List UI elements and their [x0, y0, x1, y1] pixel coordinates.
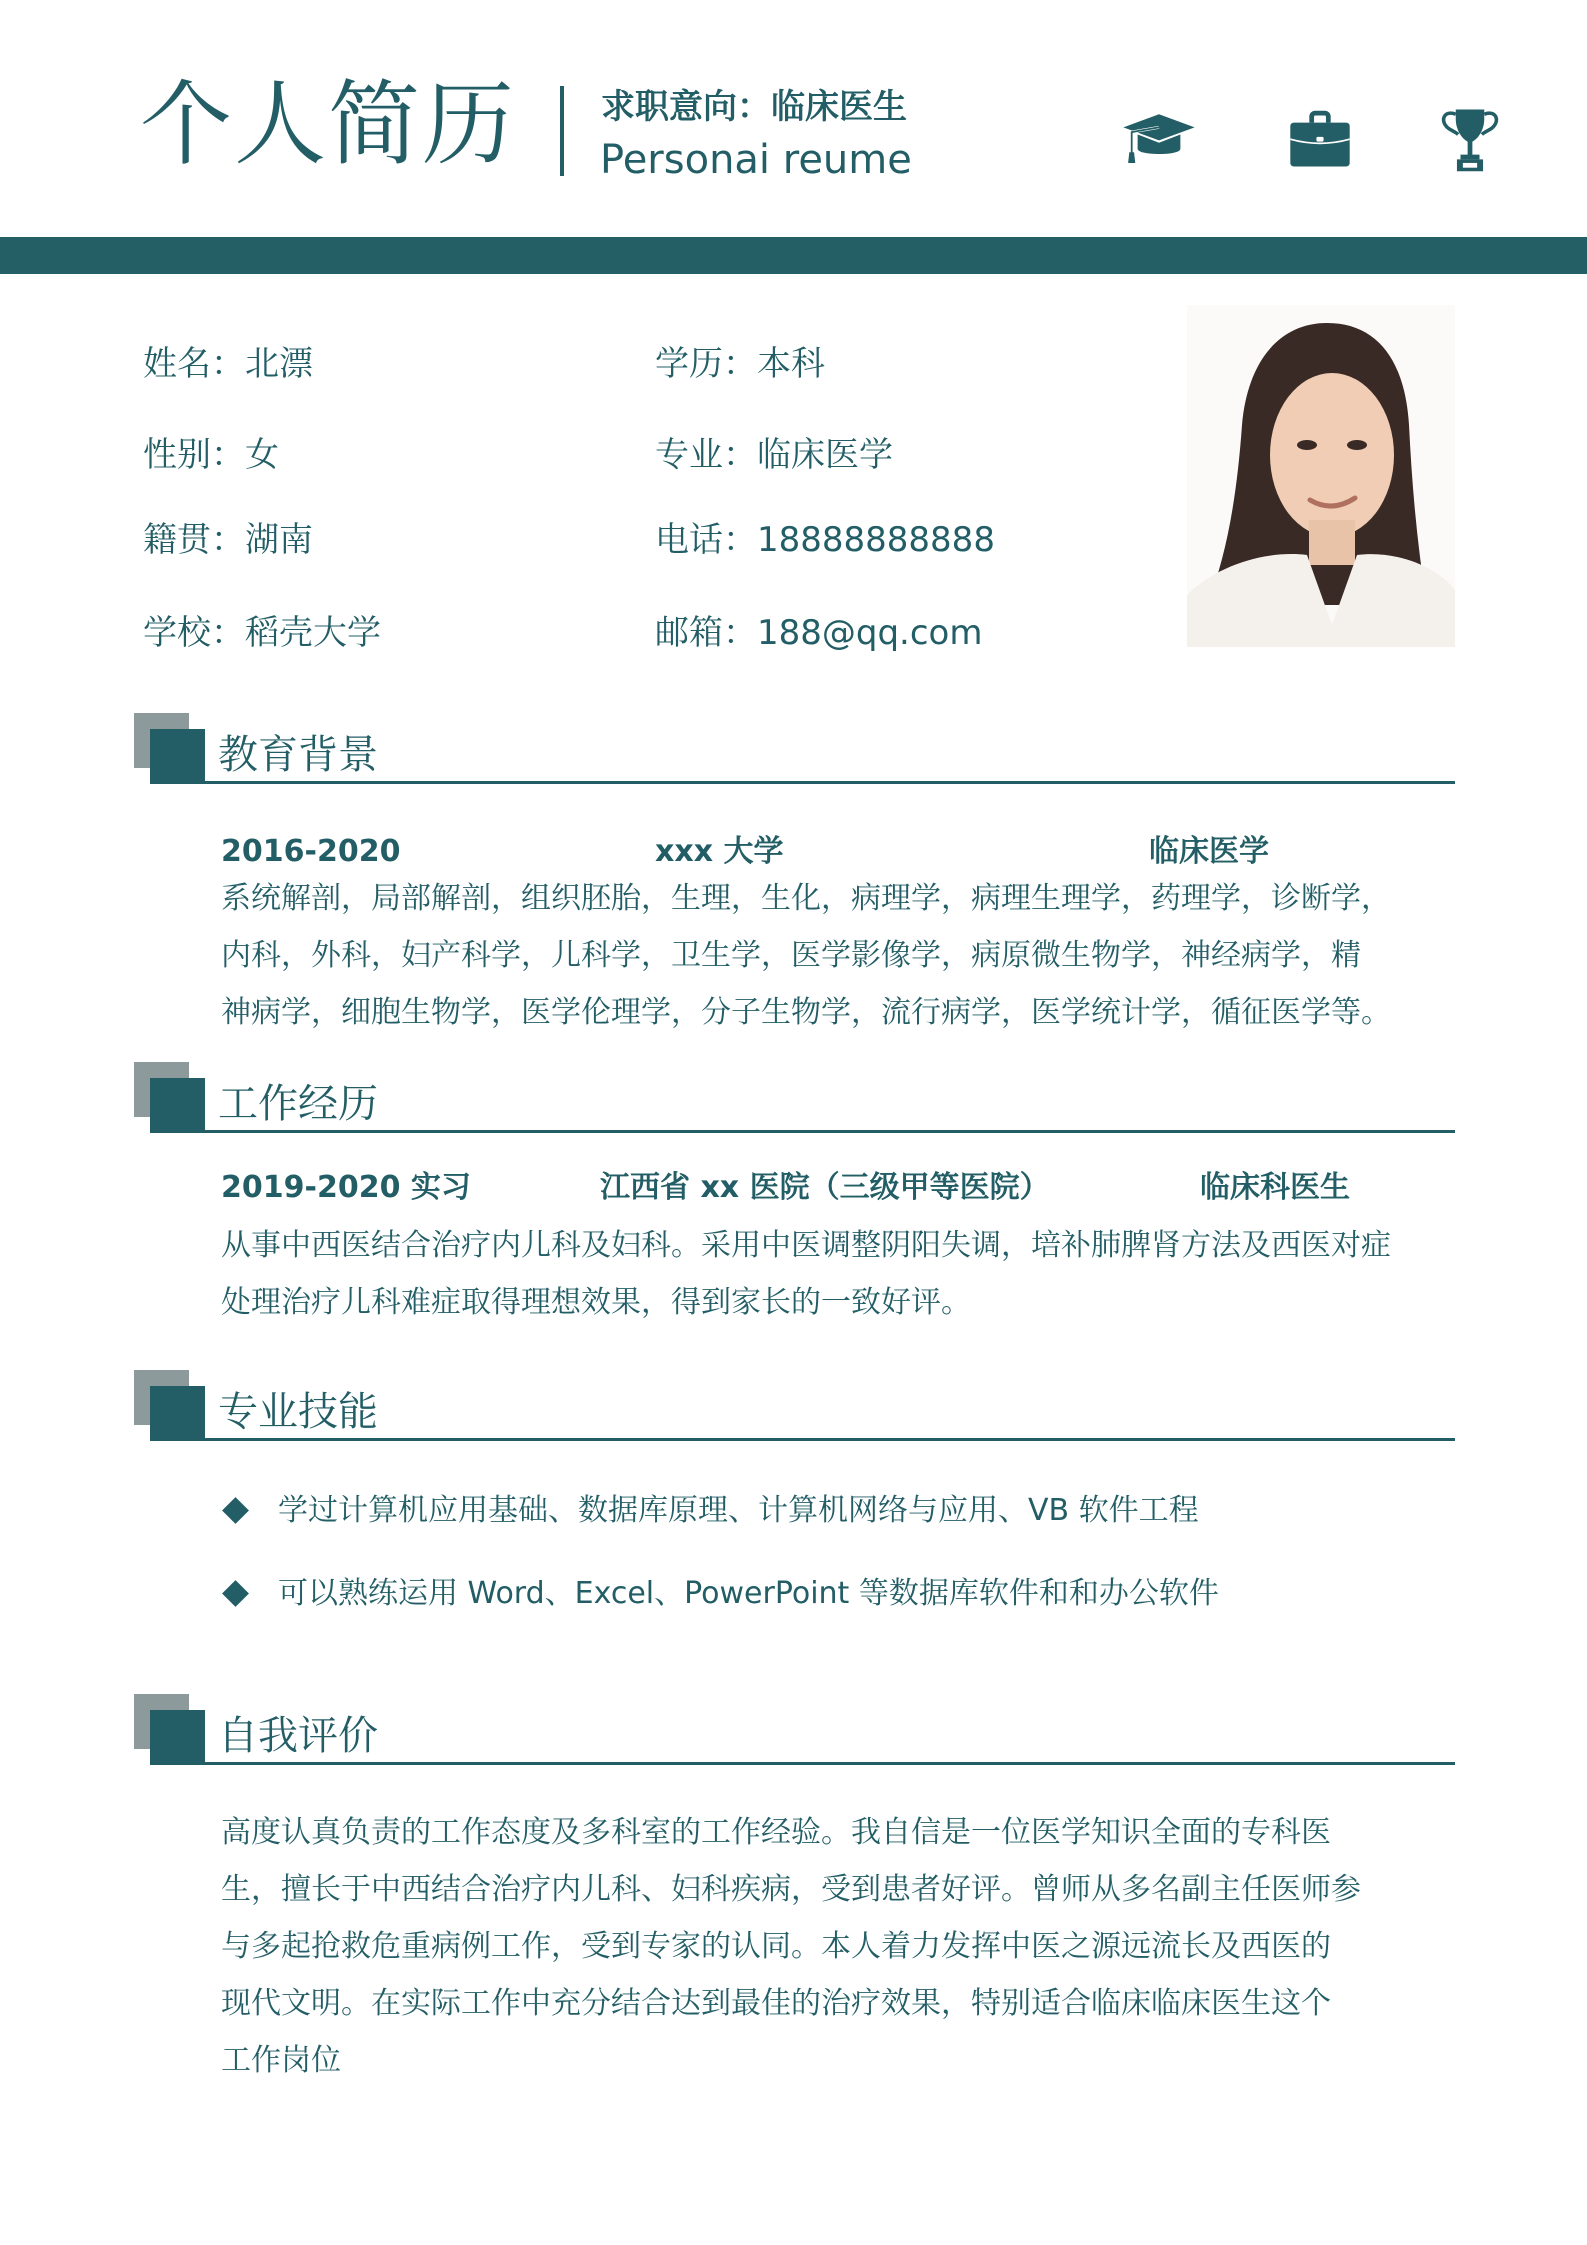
education-section-title: 教育背景 — [218, 732, 378, 778]
work-description: 从事中西医结合治疗内儿科及妇科。采用中医调整阴阳失调，培补肺脾肾方法及西医对症 处理治疗儿科难症取得理想效果，得到家长的一致好评。 — [221, 1228, 1391, 1320]
skill-item: 学过计算机应用基础、数据库原理、计算机网络与应用、VB 软件工程 — [278, 1493, 1199, 1528]
section-rule — [150, 781, 1455, 784]
education-major: 临床医学 — [1149, 834, 1269, 869]
trophy-icon — [1432, 100, 1508, 176]
resume-subtitle: Personai reume — [600, 137, 912, 183]
info-email: 邮箱：188@qq.com — [655, 613, 983, 653]
work-section-title: 工作经历 — [218, 1081, 378, 1127]
self-evaluation-section-title: 自我评价 — [218, 1713, 378, 1759]
info-phone: 电话：18888888888 — [655, 520, 995, 560]
education-school: xxx 大学 — [655, 834, 784, 869]
header-divider — [560, 86, 564, 176]
self-evaluation-text: 高度认真负责的工作态度及多科室的工作经验。我自信是一位医学知识全面的专科医 生，擅长于中西结合治疗内儿科、妇科疾病，受到患者好评。曾师从多名副主任医师参 与多起抢救危重病例工作，受到专家的认同。本人着力发挥中医之源远流长及西医的 现代文明。在实际工作中充分结合达到最佳的治疗效果，特别适合临床临床医生这个 工作岗位 — [221, 1815, 1361, 2078]
info-name: 姓名：北漂 — [143, 344, 313, 384]
section-marker-dark — [150, 1078, 205, 1133]
resume-title: 个人简历 — [140, 71, 517, 178]
info-hometown: 籍贯：湖南 — [143, 520, 313, 560]
section-rule — [150, 1762, 1455, 1765]
graduation-cap-icon — [1121, 100, 1197, 176]
info-degree: 学历：本科 — [655, 344, 825, 384]
section-marker-dark — [150, 729, 205, 784]
work-position: 临床科医生 — [1200, 1170, 1350, 1205]
info-major: 专业：临床医学 — [655, 435, 893, 475]
education-courses: 系统解剖，局部解剖，组织胚胎，生理，生化，病理学，病理生理学，药理学，诊断学， 内科，外科，妇产科学，儿科学，卫生学，医学影像学，病原微生物学，神经病学，精 神病学，细胞生物学，医学伦理学，分子生物学，流行病学，医学统计学，循征医学等。 — [221, 881, 1391, 1030]
bullet-diamond-icon — [222, 1580, 249, 1607]
bullet-diamond-icon — [222, 1497, 249, 1524]
briefcase-icon — [1282, 100, 1358, 176]
info-school: 学校：稻壳大学 — [143, 613, 381, 653]
portrait-photo — [1187, 305, 1455, 647]
section-rule — [150, 1438, 1455, 1441]
skills-section-title: 专业技能 — [218, 1389, 378, 1435]
section-marker-dark — [150, 1710, 205, 1765]
header-bar — [0, 237, 1587, 274]
section-rule — [150, 1130, 1455, 1133]
info-gender: 性别：女 — [143, 435, 279, 475]
job-objective: 求职意向：临床医生 — [601, 87, 907, 127]
section-marker-dark — [150, 1386, 205, 1441]
education-period: 2016-2020 — [221, 834, 401, 869]
work-period: 2019-2020 实习 — [221, 1170, 471, 1205]
skill-item: 可以熟练运用 Word、Excel、PowerPoint 等数据库软件和和办公软件 — [278, 1576, 1219, 1611]
work-employer: 江西省 xx 医院（三级甲等医院） — [600, 1170, 1050, 1205]
